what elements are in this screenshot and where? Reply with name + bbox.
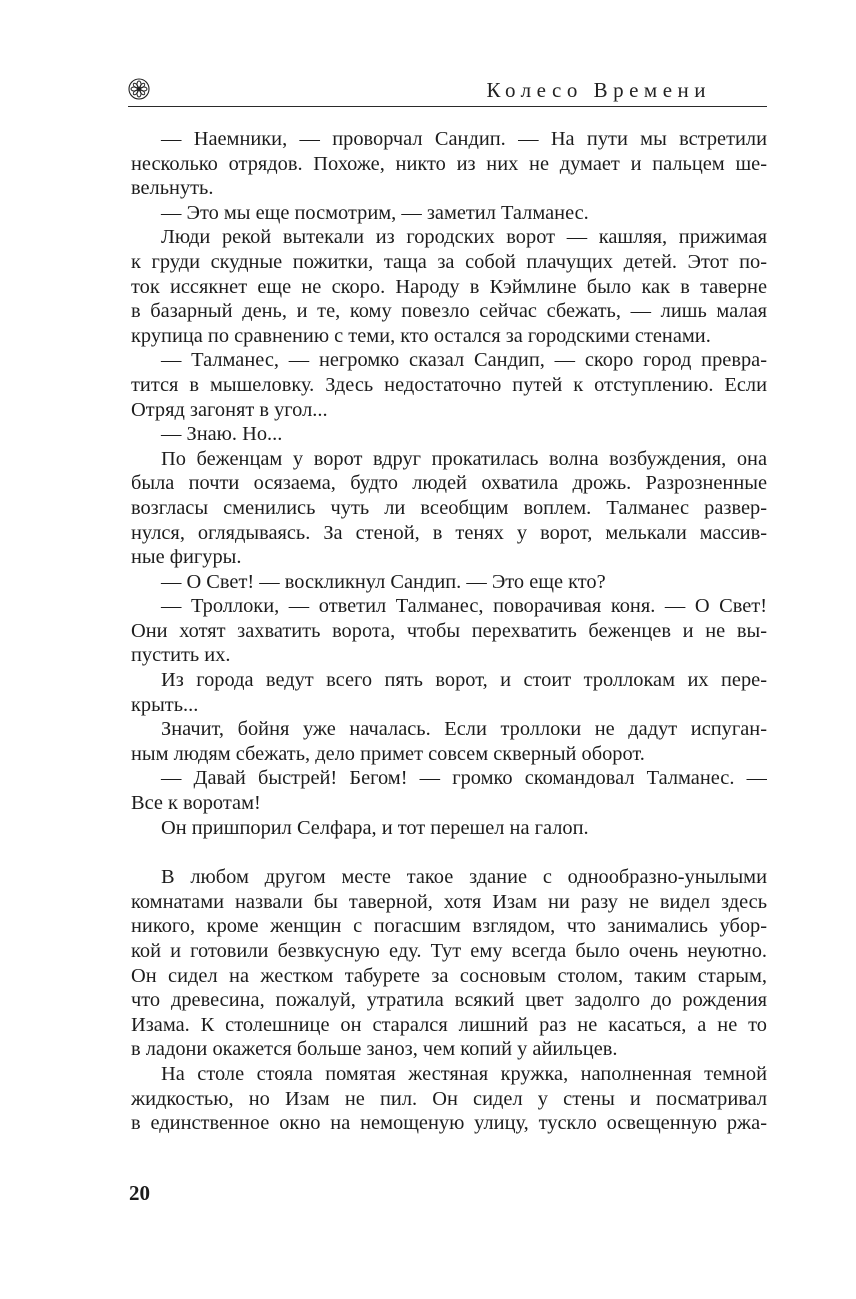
paragraph-line: Он сидел на жестком табурете за сосновым столом, таким старым, <box>131 964 767 987</box>
paragraph-line: кой и готовили безвкусную еду. Тут ему всегда было очень неуютно. <box>131 940 767 962</box>
paragraph-line: тится в мышеловку. Здесь недостаточно путей к отступлению. Если <box>131 373 767 396</box>
paragraph-line: к груди скудные пожитки, таща за собой плачущих детей. Этот по- <box>131 250 767 273</box>
paragraph-line: никого, кроме женщин с погасшим взглядом, что занимались убор- <box>131 915 767 938</box>
paragraph-first-line: — Троллоки, — ответил Талманес, поворачивая коня. — О Свет! <box>161 595 767 618</box>
paragraph-line: что древесина, пожалуй, утратила всякий цвет задолго до рождения <box>131 989 767 1012</box>
page-header <box>128 76 767 107</box>
paragraph-first-line: Люди рекой вытекали из городских ворот — кашляя, прижимая <box>161 226 767 249</box>
paragraph-first-line: В любом другом месте такое здание с однообразно-унылыми <box>161 866 767 889</box>
page-number: 20 <box>129 1181 150 1205</box>
paragraph-first-line: — Талманес, — негромко сказал Сандип, — скоро город превра- <box>161 349 767 372</box>
paragraph-line: комнатами назвали бы таверной, хотя Изам ни разу не видел здесь <box>131 890 767 913</box>
paragraph-line: нулся, оглядываясь. За стеной, в тенях у ворот, мелькали массив- <box>131 521 767 544</box>
paragraph-first-line: — Давай быстрей! Бегом! — громко скомандовал Талманес. — <box>161 767 767 790</box>
paragraph-line: крупица по сравнению с теми, кто остался за городскими стенами. <box>131 324 711 347</box>
paragraph-first-line: Он пришпорил Селфара, и тот перешел на галоп. <box>161 816 589 839</box>
paragraph-first-line: На столе стояла помятая жестяная кружка, наполненная темной <box>161 1062 767 1085</box>
paragraph-line: Они хотят захватить ворота, чтобы перехватить беженцев и не вы- <box>131 619 767 642</box>
paragraph-line: Все к воротам! <box>131 792 261 815</box>
section-break <box>131 840 767 865</box>
paragraph-first-line: По беженцам у ворот вдруг прокатилась волна возбуждения, она <box>161 447 767 470</box>
paragraph-line: возгласы сменились чуть ли всеобщим воплем. Талманес развер- <box>131 496 767 519</box>
paragraph-line: Изама. К столешнице он старался лишний раз не касаться, а не то <box>131 1013 767 1036</box>
paragraph-line: вельнуть. <box>131 177 214 200</box>
paragraph-first-line: Значит, бойня уже началась. Если троллоки не дадут испуган- <box>161 718 767 741</box>
paragraph-first-line: — Знаю. Но... <box>161 423 283 446</box>
paragraph-first-line: — О Свет! — воскликнул Сандип. — Это еще кто? <box>161 570 606 593</box>
paragraph-line: в базарный день, и те, кому повезло сейчас сбежать, — лишь малая <box>131 300 767 323</box>
paragraph-line: в единственное окно на немощеную улицу, тускло освещенную ржа- <box>131 1112 767 1135</box>
running-title: Колесо Времени <box>486 78 711 102</box>
wheel-ornament-icon <box>128 78 150 100</box>
paragraph-first-line: — Наемники, — проворчал Сандип. — На пути мы встретили <box>161 128 767 150</box>
paragraph-line: ным людям сбежать, дело примет совсем скверный оборот. <box>131 742 645 765</box>
paragraph-line: ные фигуры. <box>131 546 242 569</box>
paragraph-line: жидкостью, но Изам не пил. Он сидел у стены и посматривал <box>131 1087 767 1110</box>
paragraph-line: ток иссякнет еще не скоро. Народу в Кэймлине было как в таверне <box>131 275 767 298</box>
paragraph-line: пустить их. <box>131 644 231 667</box>
paragraph-first-line: Из города ведут всего пять ворот, и стоит троллокам их пере- <box>161 669 767 692</box>
paragraph-line: в ладони окажется больше заноз, чем копий у айильцев. <box>131 1038 618 1061</box>
paragraph-line: была почти осязаема, будто людей охватила дрожь. Разрозненные <box>131 472 767 495</box>
paragraph-line: Отряд загонят в угол... <box>131 398 328 421</box>
text-body <box>131 127 767 1136</box>
paragraph-line: несколько отрядов. Похоже, никто из них не думает и пальцем ше- <box>131 152 767 175</box>
paragraph-line: крыть... <box>131 693 199 716</box>
paragraph-first-line: — Это мы еще посмотрим, — заметил Талманес. <box>161 201 589 224</box>
